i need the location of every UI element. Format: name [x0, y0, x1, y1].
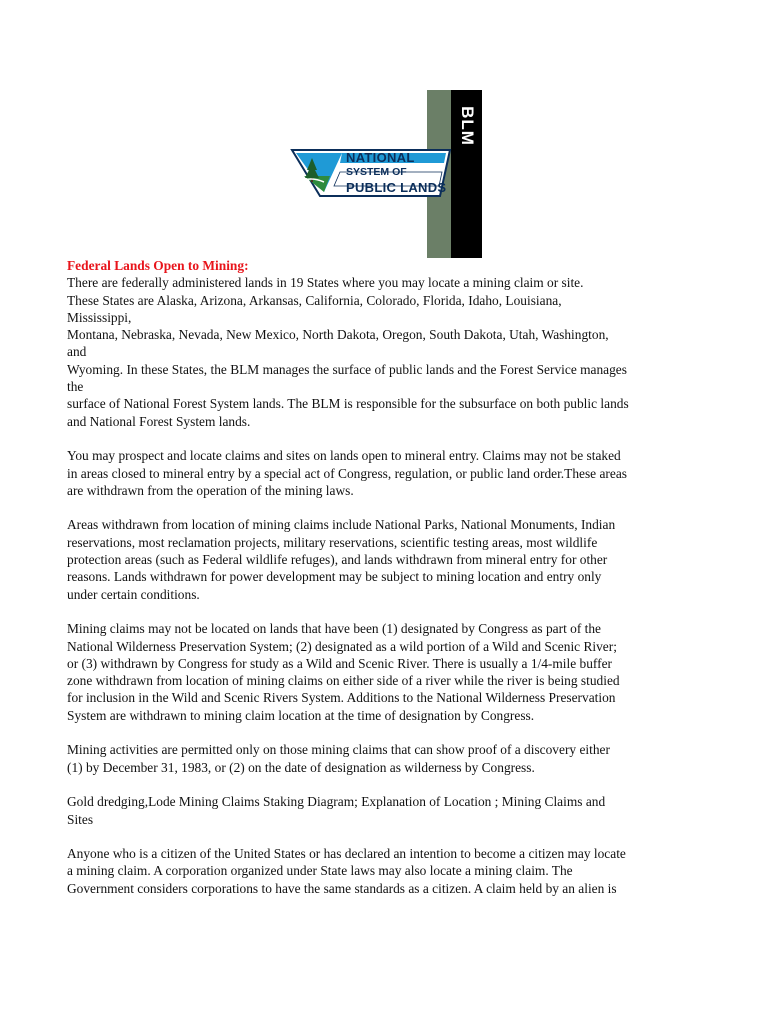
badge-line-national: NATIONAL [346, 150, 415, 165]
text-line: under certain conditions. [67, 586, 200, 602]
text-line: and [67, 344, 87, 360]
text-line: Wyoming. In these States, the BLM manages the surface of public lands and the Forest Service manages [67, 361, 627, 377]
text-line: Sites [67, 811, 94, 827]
text-line: zone withdrawn from location of mining claims on either side of a river while the river is being studied [67, 673, 620, 689]
text-line: Mining activities are permitted only on those mining claims that can show proof of a discovery either [67, 742, 610, 758]
badge-line-public-lands: PUBLIC LANDS [346, 180, 447, 195]
text-line: the [67, 379, 84, 395]
text-line: Government considers corporations to have the same standards as a citizen. A claim held by an alien is [67, 880, 617, 896]
paragraph-mining-activities [67, 741, 707, 776]
paragraph-prospecting [67, 447, 707, 499]
text-line: System are withdrawn to mining claim location at the time of designation by Congress. [67, 707, 535, 723]
blm-label: BLM [458, 106, 478, 146]
text-line: protection areas (such as Federal wildlife refuges), and lands withdrawn from mineral entry for other [67, 552, 608, 568]
text-line: and National Forest System lands. [67, 413, 251, 429]
text-line: Gold dredging,Lode Mining Claims Staking Diagram; Explanation of Location ; Mining Claims and [67, 794, 606, 810]
text-line: or (3) withdrawn by Congress for study as a Wild and Scenic River. There is usually a 1/4-mile buffer [67, 655, 613, 671]
blm-wordmark [448, 96, 486, 156]
text-line: You may prospect and locate claims and sites on lands open to mineral entry. Claims may not be staked [67, 448, 621, 464]
text-line: reservations, most reclamation projects, military reservations, scientific testing areas, most wildlife [67, 534, 598, 550]
paragraph-gold-dredging [67, 793, 707, 828]
text-line: Areas withdrawn from location of mining claims include National Parks, National Monuments, Indian [67, 517, 616, 533]
text-line: Anyone who is a citizen of the United States or has declared an intention to become a citizen may locate [67, 846, 626, 862]
text-line: (1) by December 31, 1983, or (2) on the date of designation as wilderness by Congress. [67, 759, 535, 775]
text-line: Montana, Nebraska, Nevada, New Mexico, North Dakota, Oregon, South Dakota, Utah, Washington, [67, 327, 609, 343]
paragraph-citizenship [67, 845, 707, 897]
text-line: Mining claims may not be located on lands that have been (1) designated by Congress as part of the [67, 621, 601, 637]
document-body [67, 257, 707, 914]
paragraph-wilderness [67, 620, 707, 724]
badge-line-system-of: SYSTEM OF [346, 166, 407, 178]
text-line: surface of National Forest System lands. The BLM is responsible for the subsurface on both public lands [67, 396, 629, 412]
text-line: are withdrawn from the operation of the mining laws. [67, 482, 354, 498]
text-line: Mississippi, [67, 309, 132, 325]
paragraph-states [67, 274, 707, 430]
blm-logo [290, 90, 482, 258]
text-line: reasons. Lands withdrawn for power development may be subject to mining location and entry only [67, 569, 602, 585]
text-line: for inclusion in the Wild and Scenic Rivers System. Additions to the National Wilderness Preservation [67, 690, 616, 706]
text-line: There are federally administered lands in 19 States where you may locate a mining claim or site. [67, 275, 584, 291]
text-line: National Wilderness Preservation System; (2) designated as a wild portion of a Wild and Scenic River; [67, 638, 617, 654]
text-line: These States are Alaska, Arizona, Arkansas, California, Colorado, Florida, Idaho, Louisiana, [67, 292, 562, 308]
paragraph-withdrawn-areas [67, 516, 707, 602]
text-line: a mining claim. A corporation organized under State laws may also locate a mining claim. The [67, 863, 573, 879]
text-line: in areas closed to mineral entry by a special act of Congress, regulation, or public land order.These areas [67, 465, 627, 481]
section-heading: Federal Lands Open to Mining: [67, 258, 249, 273]
